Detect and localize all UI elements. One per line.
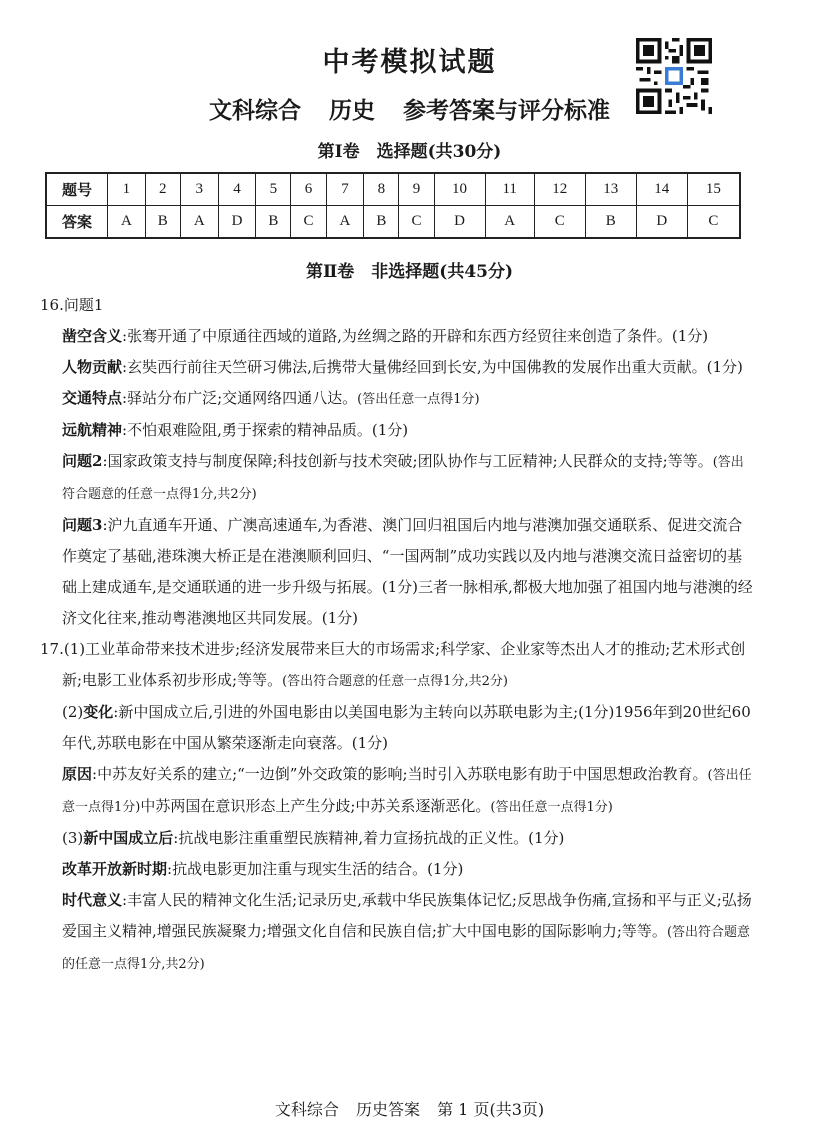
q16-answer-paragraph xyxy=(40,321,755,352)
subtitle-course: 历史 xyxy=(329,97,375,124)
answer-label: 原因 xyxy=(62,765,93,783)
answer-cell: C xyxy=(534,206,585,239)
question-number-cell: 14 xyxy=(636,173,687,206)
answer-cell: A xyxy=(326,206,364,239)
question-number-cell: 7 xyxy=(326,173,364,206)
scoring-note: (答出任意一点得1分) xyxy=(62,768,752,815)
scoring-note: (答出任意一点得1分) xyxy=(490,800,613,815)
footer-page-number: 第 1 页(共3页) xyxy=(437,1100,545,1119)
answer-prefix: (3) xyxy=(62,829,84,847)
q16-heading: 16.问题1 xyxy=(40,296,104,314)
page-title: 中考模拟试题 xyxy=(322,47,497,78)
answer-label: 人物贡献 xyxy=(62,358,123,376)
answer-cell: B xyxy=(585,206,636,239)
row-label-question: 题号 xyxy=(46,173,108,206)
q16-answer-paragraph xyxy=(40,510,755,634)
answer-cell: C xyxy=(399,206,434,239)
q17-answer-paragraph xyxy=(40,823,755,854)
section-title-non-multiple-choice: 第Ⅱ卷 非选择题(共45分) xyxy=(305,262,514,282)
answer-cell: C xyxy=(291,206,326,239)
answer-table xyxy=(45,172,741,239)
question-number-cell: 1 xyxy=(108,173,146,206)
q16-answer-paragraph xyxy=(40,352,755,383)
answer-text: :国家政策支持与制度保障;科技创新与技术突破;团队协作与工匠精神;人民群众的支持;等等。 xyxy=(102,452,713,470)
footer-subject: 文科综合 xyxy=(274,1100,339,1119)
question-number-cell: 3 xyxy=(180,173,218,206)
question-number-cell: 8 xyxy=(364,173,399,206)
answer-text: :中苏友好关系的建立;“一边倒”外交政策的影响;当时引入苏联电影有助于中国思想政治教育。 xyxy=(92,765,708,783)
answer-cell: D xyxy=(434,206,485,239)
subtitle-doc: 参考答案与评分标准 xyxy=(403,97,611,124)
q17-answer-paragraph xyxy=(40,634,755,697)
question-number-row xyxy=(46,173,740,206)
answer-text: :玄奘西行前往天竺研习佛法,后携带大量佛经回到长安,为中国佛教的发展作出重大贡献。(1分) xyxy=(122,358,743,376)
qr-code-icon xyxy=(636,38,712,114)
question-number-cell: 11 xyxy=(485,173,534,206)
answer-cell: C xyxy=(687,206,740,239)
row-label-answer: 答案 xyxy=(46,206,108,239)
answer-cell: B xyxy=(145,206,180,239)
answer-label: 问题2 xyxy=(62,452,103,470)
question-number-cell: 12 xyxy=(534,173,585,206)
scoring-note: (答出任意一点得1分) xyxy=(357,392,480,407)
answer-label: 凿空含义 xyxy=(62,327,123,345)
answer-body xyxy=(40,290,755,980)
answer-label: 变化 xyxy=(83,703,114,721)
scoring-note: (答出符合题意的任意一点得1分,共2分) xyxy=(62,455,744,502)
section-title-multiple-choice: 第Ⅰ卷 选择题(共30分) xyxy=(317,142,502,162)
answer-text: 17.(1)工业革命带来技术进步;经济发展带来巨大的市场需求;科学家、企业家等杰出人才的推动;艺术形式创新;电影工业体系初步形成;等等。 xyxy=(40,640,746,689)
footer-doc: 历史答案 xyxy=(355,1100,420,1119)
question-number-cell: 6 xyxy=(291,173,326,206)
question-number-cell: 2 xyxy=(145,173,180,206)
q17-answer-paragraph xyxy=(40,885,755,980)
scoring-note: (答出符合题意的任意一点得1分,共2分) xyxy=(282,674,508,689)
q17-answer-paragraph xyxy=(40,759,755,823)
answer-text: :新中国成立后,引进的外国电影由以美国电影为主转向以苏联电影为主;(1分)1956年到20世纪60年代,苏联电影在中国从繁荣逐渐走向衰落。(1分) xyxy=(62,703,751,752)
answer-text: :沪九直通车开通、广澳高速通车,为香港、澳门回归祖国后内地与港澳加强交通联系、促进交流合作奠定了基础,港珠澳大桥正是在港澳顺利回归、“一国两制”成功实践以及内地与港澳交流日益密切的基础上建成通车,是交通联通的进一步升级与拓展。(1分)三者一脉相承,都极大地加强了祖国内地与港澳的经济文化往来,推动粤港澳地区共同发展。(1分) xyxy=(62,516,753,627)
answer-text: :驿站分布广泛;交通网络四通八达。 xyxy=(122,389,358,407)
q16-answer-paragraph xyxy=(40,446,755,510)
answer-label: 问题3 xyxy=(62,516,103,534)
answer-text: :丰富人民的精神文化生活;记录历史,承载中华民族集体记忆;反思战争伤痛,宣扬和平与正义;弘扬爱国主义精神,增强民族凝聚力;增强文化自信和民族自信;扩大中国电影的国际影响力;等等。 xyxy=(62,891,752,940)
q16-answer-paragraph xyxy=(40,415,755,446)
answer-cell: B xyxy=(364,206,399,239)
answer-label: 远航精神 xyxy=(62,421,123,439)
answer-text: :抗战电影注重重塑民族精神,着力宣扬抗战的正义性。(1分) xyxy=(173,829,565,847)
question-number-cell: 9 xyxy=(399,173,434,206)
answer-label: 改革开放新时期 xyxy=(62,860,168,878)
answer-label: 交通特点 xyxy=(62,389,123,407)
answer-label: 时代意义 xyxy=(62,891,123,909)
question-number-cell: 5 xyxy=(256,173,291,206)
subtitle-subject: 文科综合 xyxy=(208,97,301,124)
answer-cell: D xyxy=(218,206,256,239)
answer-cell: B xyxy=(256,206,291,239)
q17-answer-paragraph xyxy=(40,854,755,885)
answer-cell: A xyxy=(485,206,534,239)
answer-cell: A xyxy=(180,206,218,239)
answer-label: 新中国成立后 xyxy=(83,829,174,847)
question-number-cell: 13 xyxy=(585,173,636,206)
page-footer xyxy=(0,1097,819,1120)
answer-cell: D xyxy=(636,206,687,239)
question-number-cell: 4 xyxy=(218,173,256,206)
answer-cell: A xyxy=(108,206,146,239)
answer-text: :不怕艰难险阻,勇于探索的精神品质。(1分) xyxy=(122,421,409,439)
question-number-cell: 15 xyxy=(687,173,740,206)
answer-text: :张骞开通了中原通往西域的道路,为丝绸之路的开辟和东西方经贸往来创造了条件。(1分) xyxy=(122,327,709,345)
scoring-note: (答出符合题意的任意一点得1分,共2分) xyxy=(62,925,751,972)
q16-answer-paragraph xyxy=(40,383,755,415)
answer-row xyxy=(46,206,740,239)
answer-text: 中苏两国在意识形态上产生分歧;中苏关系逐渐恶化。 xyxy=(140,797,491,815)
question-number-cell: 10 xyxy=(434,173,485,206)
answer-prefix: (2) xyxy=(62,703,84,721)
q17-answer-paragraph xyxy=(40,697,755,759)
answer-text: :抗战电影更加注重与现实生活的结合。(1分) xyxy=(167,860,464,878)
